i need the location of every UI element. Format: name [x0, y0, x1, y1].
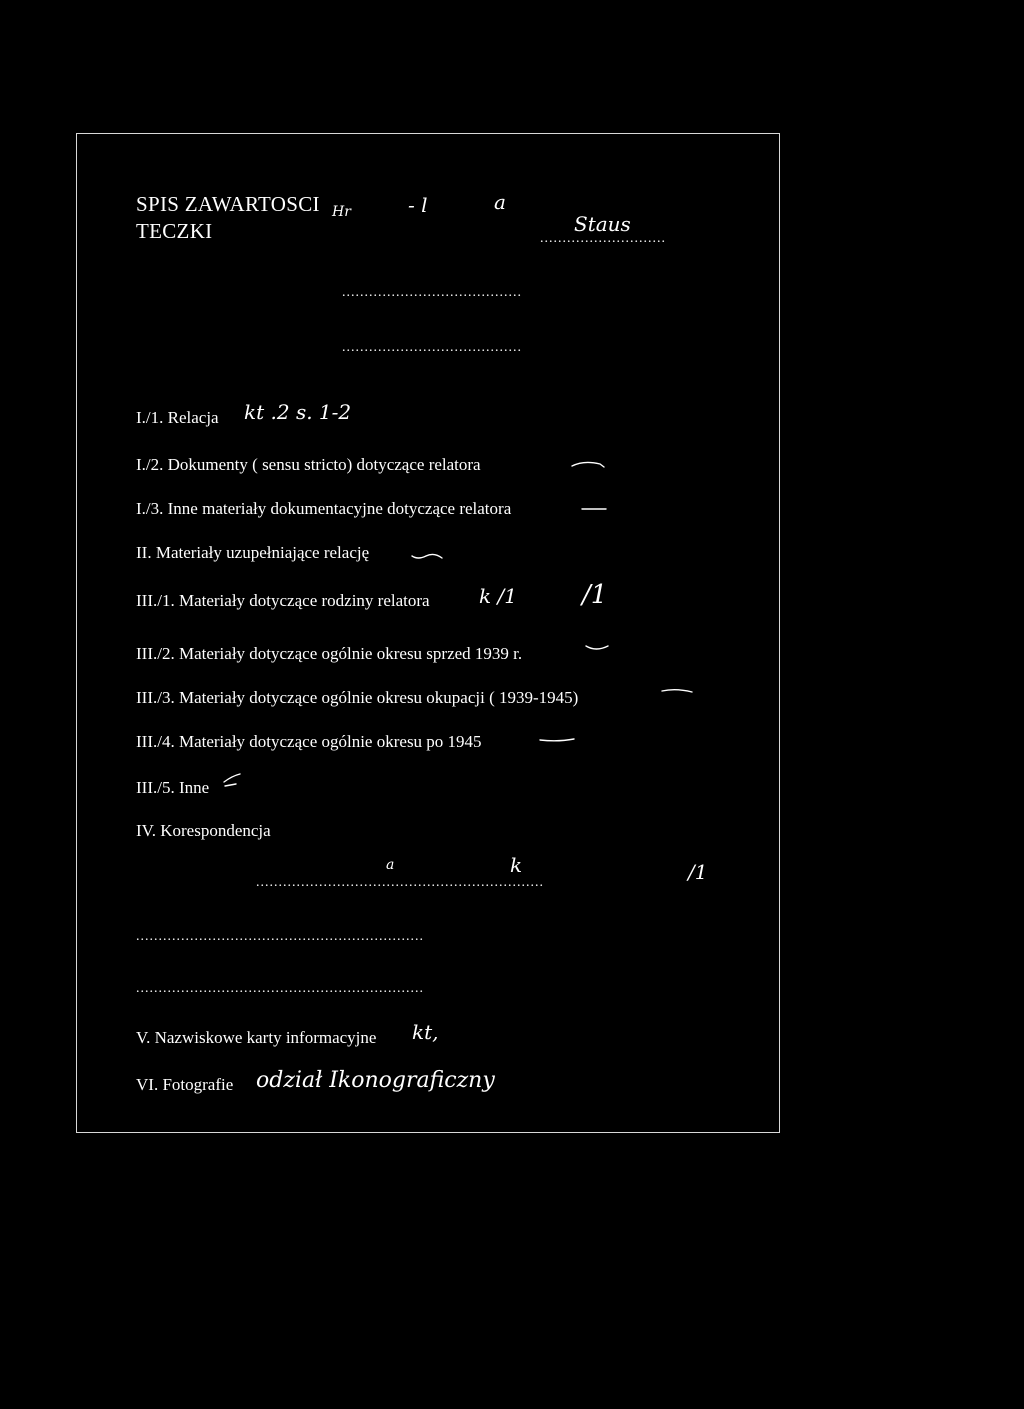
item-fotografie-note: odział Ikonograficzny [256, 1068, 495, 1093]
handwritten-a: a [494, 190, 506, 214]
item-przed-1939: III./2. Materiały dotyczące ogólnie okresu sprzed 1939 r. [136, 644, 523, 663]
item-inne: III./5. Inne [136, 778, 210, 797]
dash-mark-icon [580, 504, 610, 514]
korespondencja-note-one: /1 [688, 860, 708, 884]
leader-line-3: ................................................................ [136, 930, 424, 944]
title-line-2: TECZKI [136, 219, 213, 243]
item-fotografie: VI. Fotografie [136, 1075, 234, 1094]
leader-line-4: ................................................................ [136, 982, 424, 996]
item-uzupelniajace: II. Materiały uzupełniające relację [136, 543, 370, 562]
signature-leader: ............................ [540, 232, 666, 246]
dash-mark-icon [584, 642, 612, 654]
item-inne-materialy: I./3. Inne materiały dokumentacyjne dotyczące relatora [136, 499, 512, 518]
item-okupacji: III./3. Materiały dotyczące ogólnie okresu okupacji ( 1939-1945) [136, 688, 579, 707]
item-dokumenty: I./2. Dokumenty ( sensu stricto) dotyczące relatora [136, 455, 481, 474]
leader-line-1: ........................................ [342, 286, 522, 300]
handwritten-dash: - l [408, 193, 428, 217]
item-rodziny-note-2: /1 [582, 580, 608, 610]
item-po-1945: III./4. Materiały dotyczące ogólnie okresu po 1945 [136, 732, 482, 751]
dash-mark-icon [410, 550, 446, 562]
title-line-1: SPIS ZAWARTOSCI [136, 192, 320, 216]
handwritten-tag: Hr [332, 204, 351, 220]
item-karty: V. Nazwiskowe karty informacyjne [136, 1028, 377, 1047]
leader-line-2: ........................................ [342, 341, 522, 355]
item-rodziny: III./1. Materiały dotyczące rodziny relatora [136, 591, 430, 610]
item-relacja-note: kt .2 s. 1-2 [244, 400, 352, 424]
item-rodziny-note: k /1 [479, 584, 517, 608]
item-relacja: I./1. Relacja [136, 408, 219, 427]
dash-mark-icon [660, 686, 696, 696]
item-korespondencja: IV. Korespondencja [136, 821, 271, 840]
item-karty-note: kt, [412, 1020, 439, 1044]
korespondencja-note-k: k [510, 853, 523, 877]
signature-handwriting: Staus [574, 212, 631, 236]
korespondencja-note-a: a [386, 857, 395, 873]
dash-mark-icon [538, 736, 578, 746]
dash-mark-icon [570, 458, 610, 470]
korespondencja-leader: ................................................................ [256, 876, 544, 890]
dash-mark-icon [222, 772, 244, 790]
